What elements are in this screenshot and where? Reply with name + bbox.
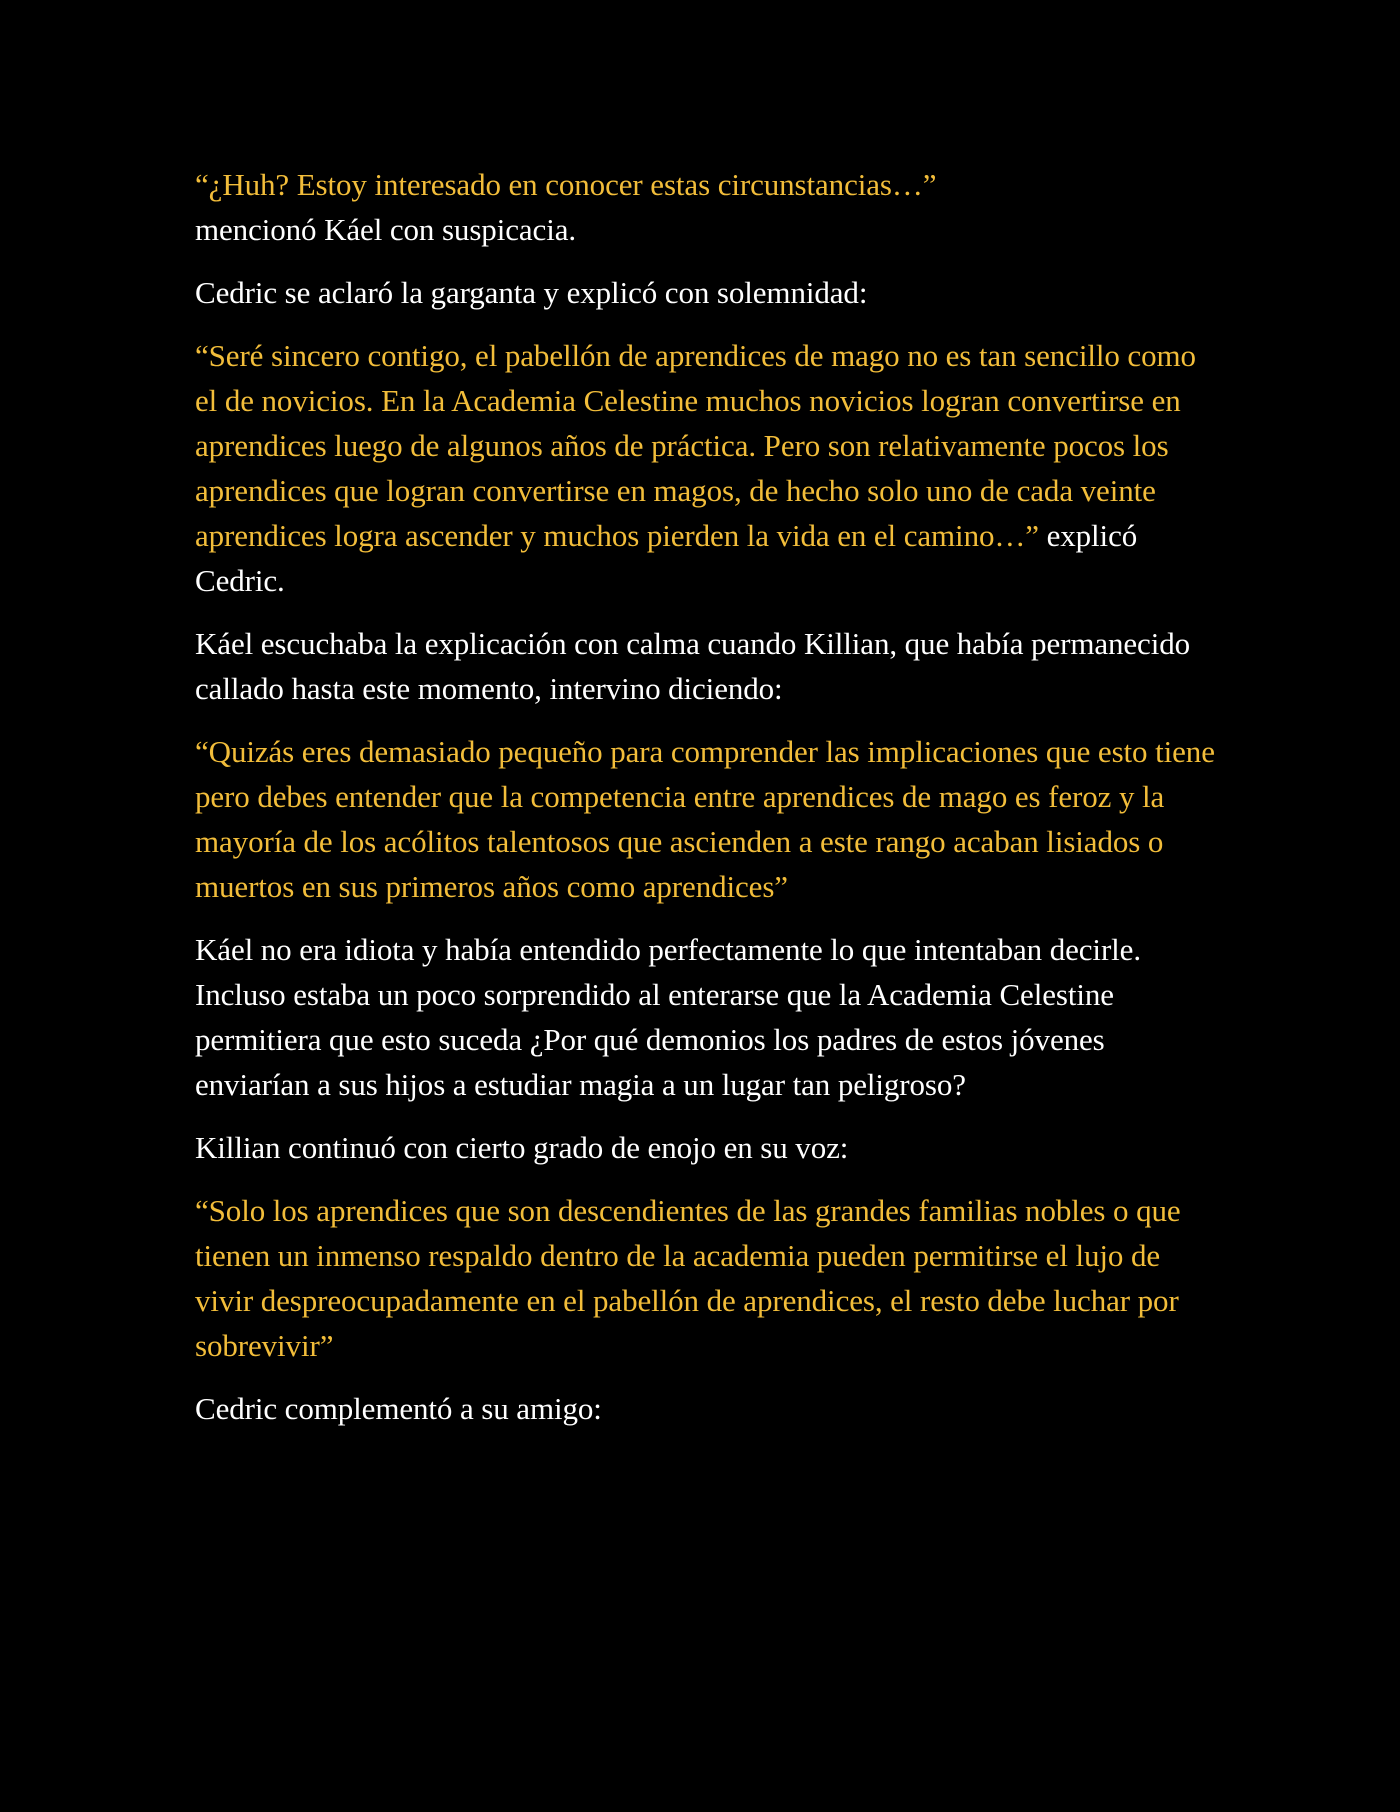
dialogue-text: “Quizás eres demasiado pequeño para comprender las implicaciones que esto tiene pero debes entender que la competencia entre aprendices de mago es feroz y la mayoría de los acólitos talentosos que ascienden a este rango acaban lisiados o muertos en sus primeros años como aprendices” <box>195 734 1215 904</box>
narration-text: Káel escuchaba la explicación con calma cuando Killian, que había permanecido callado hasta este momento, intervino diciendo: <box>195 626 1191 706</box>
paragraph-7 <box>195 1125 1215 1170</box>
paragraph-2 <box>195 270 1215 315</box>
dialogue-text: “¿Huh? Estoy interesado en conocer estas circunstancias…” <box>195 167 937 202</box>
narration-text: mencionó Káel con suspicacia. <box>195 212 577 247</box>
narration-text: Killian continuó con cierto grado de enojo en su voz: <box>195 1130 849 1165</box>
narration-text: Cedric se aclaró la garganta y explicó con solemnidad: <box>195 275 868 310</box>
narration-text: explicó Cedric. <box>195 518 1138 598</box>
narration-text: Cedric complementó a su amigo: <box>195 1391 602 1426</box>
dialogue-text: “Solo los aprendices que son descendientes de las grandes familias nobles o que tienen un inmenso respaldo dentro de la academia pueden permitirse el lujo de vivir despreocupadamente en el pabellón de aprendices, el resto debe luchar por sobrevivir” <box>195 1193 1181 1363</box>
paragraph-3 <box>195 333 1215 603</box>
text-column <box>195 162 1215 1449</box>
paragraph-8 <box>195 1188 1215 1368</box>
dialogue-text: “Seré sincero contigo, el pabellón de aprendices de mago no es tan sencillo como el de novicios. En la Academia Celestine muchos novicios logran convertirse en aprendices luego de algunos años de práctica. Pero son relativamente pocos los aprendices que logran convertirse en magos, de hecho solo uno de cada veinte aprendices logra ascender y muchos pierden la vida en el camino…” <box>195 338 1196 553</box>
paragraph-6 <box>195 927 1215 1107</box>
paragraph-5 <box>195 729 1215 909</box>
paragraph-9 <box>195 1386 1215 1431</box>
paragraph-4 <box>195 621 1215 711</box>
narration-text: Káel no era idiota y había entendido perfectamente lo que intentaban decirle. Incluso estaba un poco sorprendido al enterarse que la Academia Celestine permitiera que esto suceda ¿Por qué demonios los padres de estos jóvenes enviarían a sus hijos a estudiar magia a un lugar tan peligroso? <box>195 932 1141 1102</box>
paragraph-1 <box>195 162 1215 252</box>
